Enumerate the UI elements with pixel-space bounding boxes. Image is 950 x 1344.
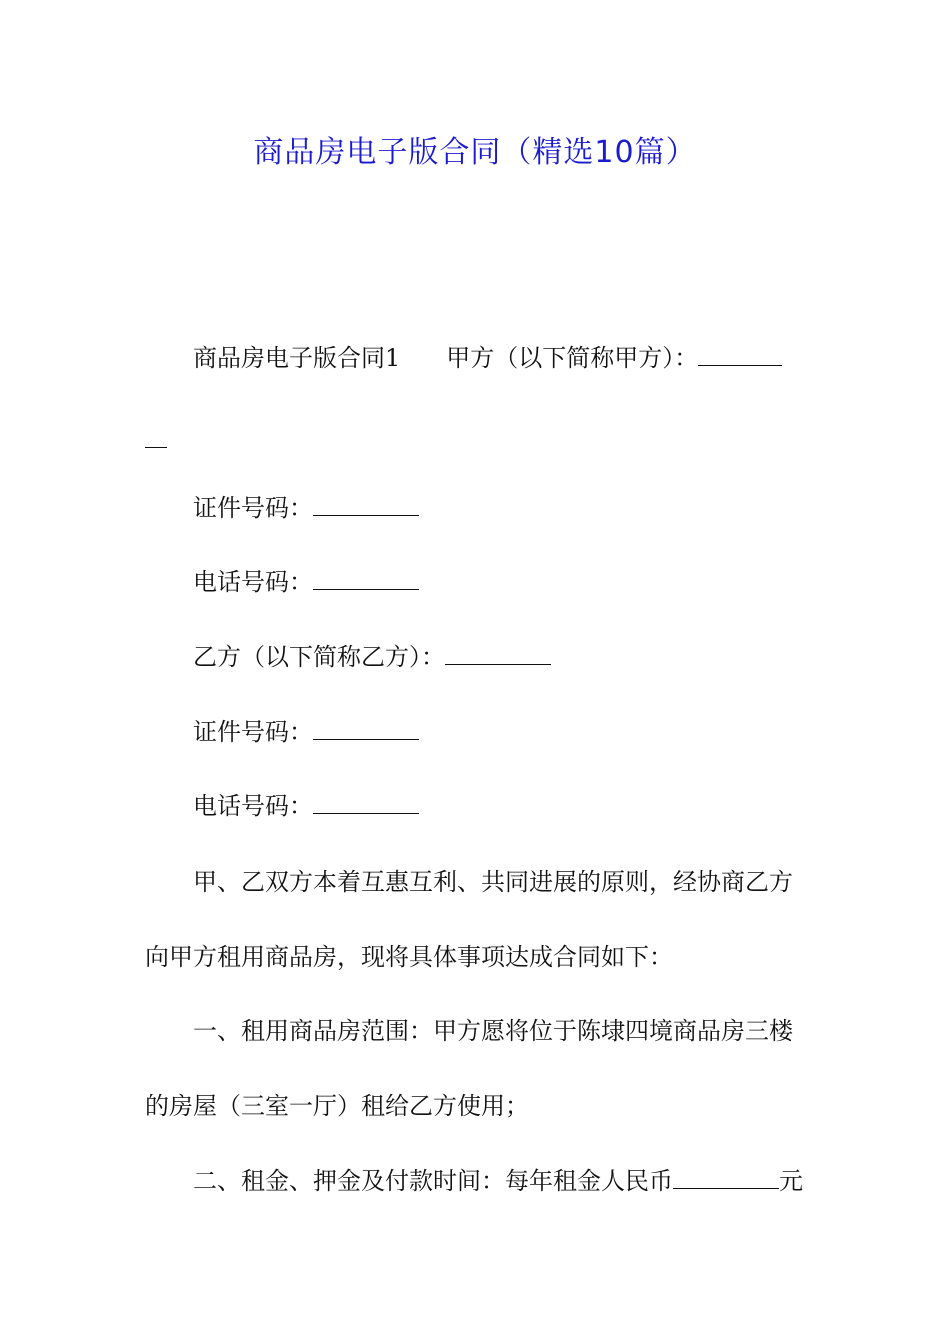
blank-continuation bbox=[145, 421, 167, 448]
contract-heading-line bbox=[193, 338, 782, 378]
party-a-blank bbox=[698, 339, 782, 366]
party-a-blank-continued bbox=[145, 420, 167, 460]
clause-line: 一、租用商品房范围：甲方愿将位于陈埭四境商品房三楼 bbox=[193, 1017, 793, 1045]
id-number-blank bbox=[313, 713, 419, 740]
party-a-id-line bbox=[193, 488, 419, 528]
phone-blank bbox=[313, 563, 419, 590]
id-number-blank bbox=[313, 489, 419, 516]
party-a-phone-line bbox=[193, 562, 419, 602]
phone-label: 电话号码： bbox=[193, 792, 313, 820]
clause-rent-line bbox=[193, 1161, 803, 1201]
phone-blank bbox=[313, 787, 419, 814]
paragraph-line: 向甲方租用商品房，现将具体事项达成合同如下： bbox=[145, 943, 673, 971]
rent-label: 二、租金、押金及付款时间：每年租金人民币 bbox=[193, 1167, 673, 1195]
party-b-id-line bbox=[193, 712, 419, 752]
contract-subtitle: 商品房电子版合同1 bbox=[193, 344, 401, 372]
party-b-line bbox=[193, 637, 551, 677]
rent-amount-blank bbox=[673, 1162, 779, 1189]
id-number-label: 证件号码： bbox=[193, 718, 313, 746]
paragraph-line: 甲、乙双方本着互惠互利、共同进展的原则，经协商乙方 bbox=[193, 868, 793, 896]
clause-line: 的房屋（三室一厅）租给乙方使用； bbox=[145, 1092, 529, 1120]
party-a-label: 甲方（以下简称甲方）： bbox=[446, 344, 699, 372]
phone-label: 电话号码： bbox=[193, 568, 313, 596]
party-b-label: 乙方（以下简称乙方）： bbox=[193, 643, 445, 671]
id-number-label: 证件号码： bbox=[193, 494, 313, 522]
party-b-phone-line bbox=[193, 786, 419, 826]
document-title: 商品房电子版合同（精选10篇） bbox=[253, 135, 697, 170]
currency-unit: 元 bbox=[779, 1167, 803, 1195]
party-b-blank bbox=[445, 638, 551, 665]
